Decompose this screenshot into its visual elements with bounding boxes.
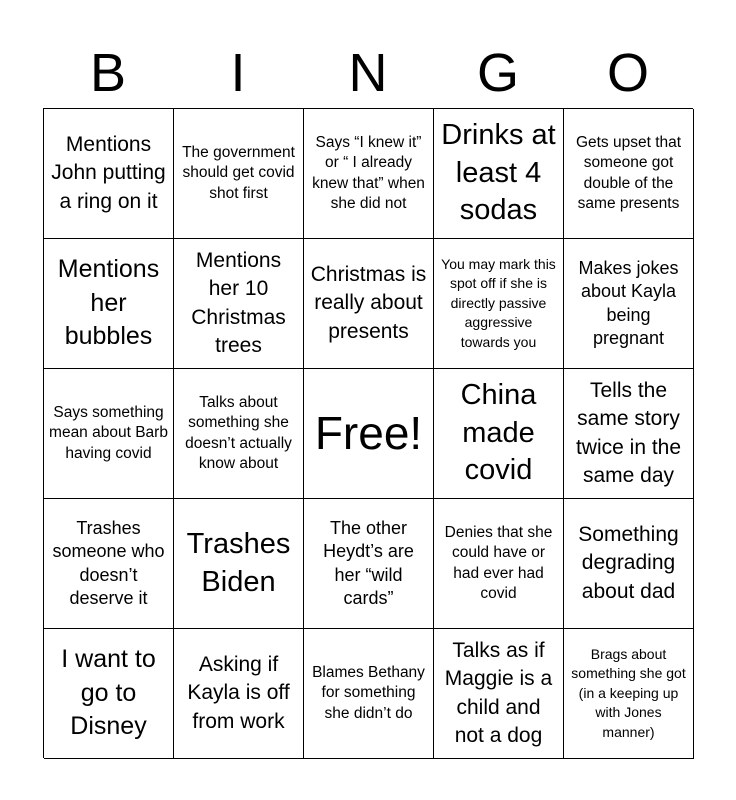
cell-text: Trashes Biden — [186, 527, 291, 598]
bingo-cell[interactable] — [304, 109, 434, 239]
bingo-cell[interactable] — [174, 629, 304, 759]
cell-text: Makes jokes about Kayla being pregnant — [578, 257, 679, 348]
cell-text: The other Heydt’s are her “wild cards” — [323, 517, 414, 608]
cell-text: Asking if Kayla is off from work — [187, 652, 290, 733]
bingo-cell[interactable] — [434, 499, 564, 629]
bingo-cell[interactable] — [44, 109, 174, 239]
header-letter-g: G — [476, 43, 519, 103]
bingo-cell[interactable] — [434, 369, 564, 499]
header-letter-n: N — [348, 43, 388, 103]
cell-text: Tells the same story twice in the same day — [575, 378, 682, 487]
cell-text: Mentions her 10 Christmas trees — [191, 248, 286, 357]
cell-text: Gets upset that someone got double of the same presents — [575, 134, 682, 212]
cell-text: Blames Bethany for something she didn’t do — [312, 664, 425, 722]
bingo-cell[interactable] — [304, 629, 434, 759]
cell-text: Says “I knew it” or “ I already knew that” when she did not — [312, 134, 425, 212]
cell-text: China made covid — [460, 378, 537, 487]
cell-text: Mentions John putting a ring on it — [51, 132, 166, 213]
bingo-cell[interactable] — [564, 629, 694, 759]
cell-text: Talks as if Maggie is a child and not a dog — [444, 638, 553, 747]
bingo-board — [43, 108, 693, 758]
bingo-cell[interactable] — [434, 629, 564, 759]
bingo-cell[interactable] — [44, 369, 174, 499]
bingo-cell[interactable] — [564, 369, 694, 499]
cell-text: Drinks at least 4 sodas — [441, 118, 556, 227]
cell-text: Trashes someone who doesn’t deserve it — [52, 517, 165, 608]
cell-text: Talks about something she doesn’t actually know about — [185, 394, 292, 472]
header-letter-b: B — [89, 43, 127, 103]
cell-text: I want to go to Disney — [61, 644, 156, 741]
header-letter-o: O — [606, 43, 649, 103]
bingo-cell[interactable] — [44, 499, 174, 629]
bingo-cell[interactable] — [174, 109, 304, 239]
cell-text: Something degrading about dad — [578, 522, 679, 603]
bingo-header — [43, 40, 693, 106]
free-space-cell[interactable] — [304, 369, 434, 499]
cell-text: Brags about something she got (in a keeping up with Jones manner) — [571, 645, 686, 740]
bingo-cell[interactable] — [434, 239, 564, 369]
cell-text: You may mark this spot off if she is directly passive aggressive towards you — [441, 255, 556, 350]
bingo-cell[interactable] — [174, 499, 304, 629]
bingo-cell[interactable] — [174, 369, 304, 499]
cell-text: Christmas is really about presents — [310, 262, 427, 343]
cell-text: Denies that she could have or had ever had covid — [444, 524, 553, 602]
cell-text: Says something mean about Barb having covid — [49, 404, 168, 462]
bingo-cell[interactable] — [564, 109, 694, 239]
bingo-cell[interactable] — [304, 239, 434, 369]
bingo-cell[interactable] — [304, 499, 434, 629]
bingo-cell[interactable] — [174, 239, 304, 369]
bingo-cell[interactable] — [434, 109, 564, 239]
bingo-cell[interactable] — [564, 239, 694, 369]
bingo-cell[interactable] — [44, 629, 174, 759]
cell-text: Mentions her bubbles — [57, 254, 160, 351]
bingo-cell[interactable] — [44, 239, 174, 369]
cell-text: The government should get covid shot first — [182, 144, 295, 202]
header-letter-i: I — [230, 43, 246, 103]
bingo-cell[interactable] — [564, 499, 694, 629]
free-space-text: Free! — [314, 407, 423, 460]
